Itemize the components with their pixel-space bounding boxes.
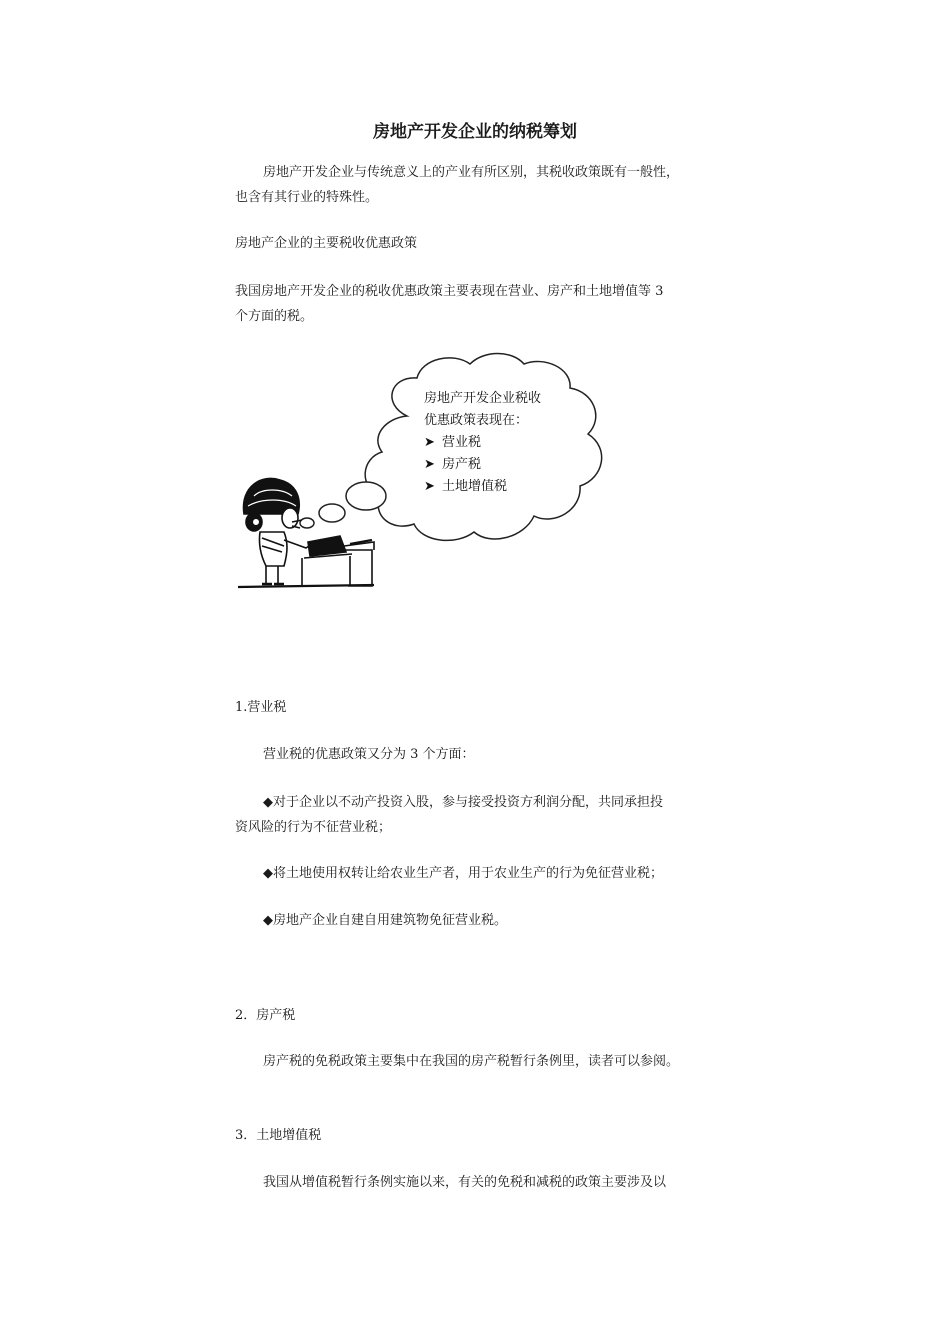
property-tax-heading: 2．房产税 [235, 1008, 296, 1023]
thought-bubble-medium [319, 504, 345, 522]
thought-bubble-small [300, 518, 314, 528]
thought-cloud [365, 354, 601, 541]
document-title: 房地产开发企业的纳税筹划 [373, 122, 577, 142]
land-tax-body: 我国从增值税暂行条例实施以来，有关的免税和减税的政策主要涉及以 [263, 1175, 667, 1190]
thought-bubble-large [346, 482, 386, 510]
summary-line-2: 个方面的税。 [235, 309, 314, 324]
business-tax-item-1-line-2: 资风险的行为不征营业税； [235, 820, 392, 835]
cloud-item-property-tax: 房产税 [442, 457, 482, 472]
business-tax-intro: 营业税的优惠政策又分为 3 个方面： [263, 747, 475, 762]
section-heading: 房地产企业的主要税收优惠政策 [235, 236, 418, 251]
cloud-bullet-icon: ➤ [424, 457, 435, 472]
person-icon [244, 478, 318, 584]
thinking-person-illustration [232, 346, 632, 594]
cloud-item-land-tax: 土地增值税 [442, 479, 508, 494]
cloud-item-business-tax: 营业税 [442, 435, 482, 450]
summary-line-1: 我国房地产开发企业的税收优惠政策主要表现在营业、房产和土地增值等 3 [235, 284, 664, 299]
business-tax-heading: 1.营业税 [235, 700, 287, 715]
business-tax-item-3: ◆房地产企业自建自用建筑物免征营业税。 [263, 913, 507, 928]
cloud-bullet-icon: ➤ [424, 435, 435, 450]
business-tax-item-1-line-1: ◆对于企业以不动产投资入股，参与接受投资方利润分配，共同承担投 [263, 795, 663, 810]
cloud-bullet-icon: ➤ [424, 479, 435, 494]
tax-policy-illustration [232, 346, 632, 594]
land-tax-heading: 3．土地增值税 [235, 1128, 322, 1143]
typewriter-icon [302, 536, 352, 586]
property-tax-body: 房产税的免税政策主要集中在我国的房产税暂行条例里，读者可以参阅。 [263, 1054, 680, 1069]
desk-icon [344, 540, 374, 586]
cloud-text-line-1: 房地产开发企业税收 [424, 391, 542, 406]
intro-line-1: 房地产开发企业与传统意义上的产业有所区别，其税收政策既有一般性， [263, 165, 680, 180]
cloud-text-line-2: 优惠政策表现在： [424, 413, 529, 428]
business-tax-item-2: ◆将土地使用权转让给农业生产者，用于农业生产的行为免征营业税； [263, 866, 663, 881]
intro-line-2: 也含有其行业的特殊性。 [235, 190, 379, 205]
